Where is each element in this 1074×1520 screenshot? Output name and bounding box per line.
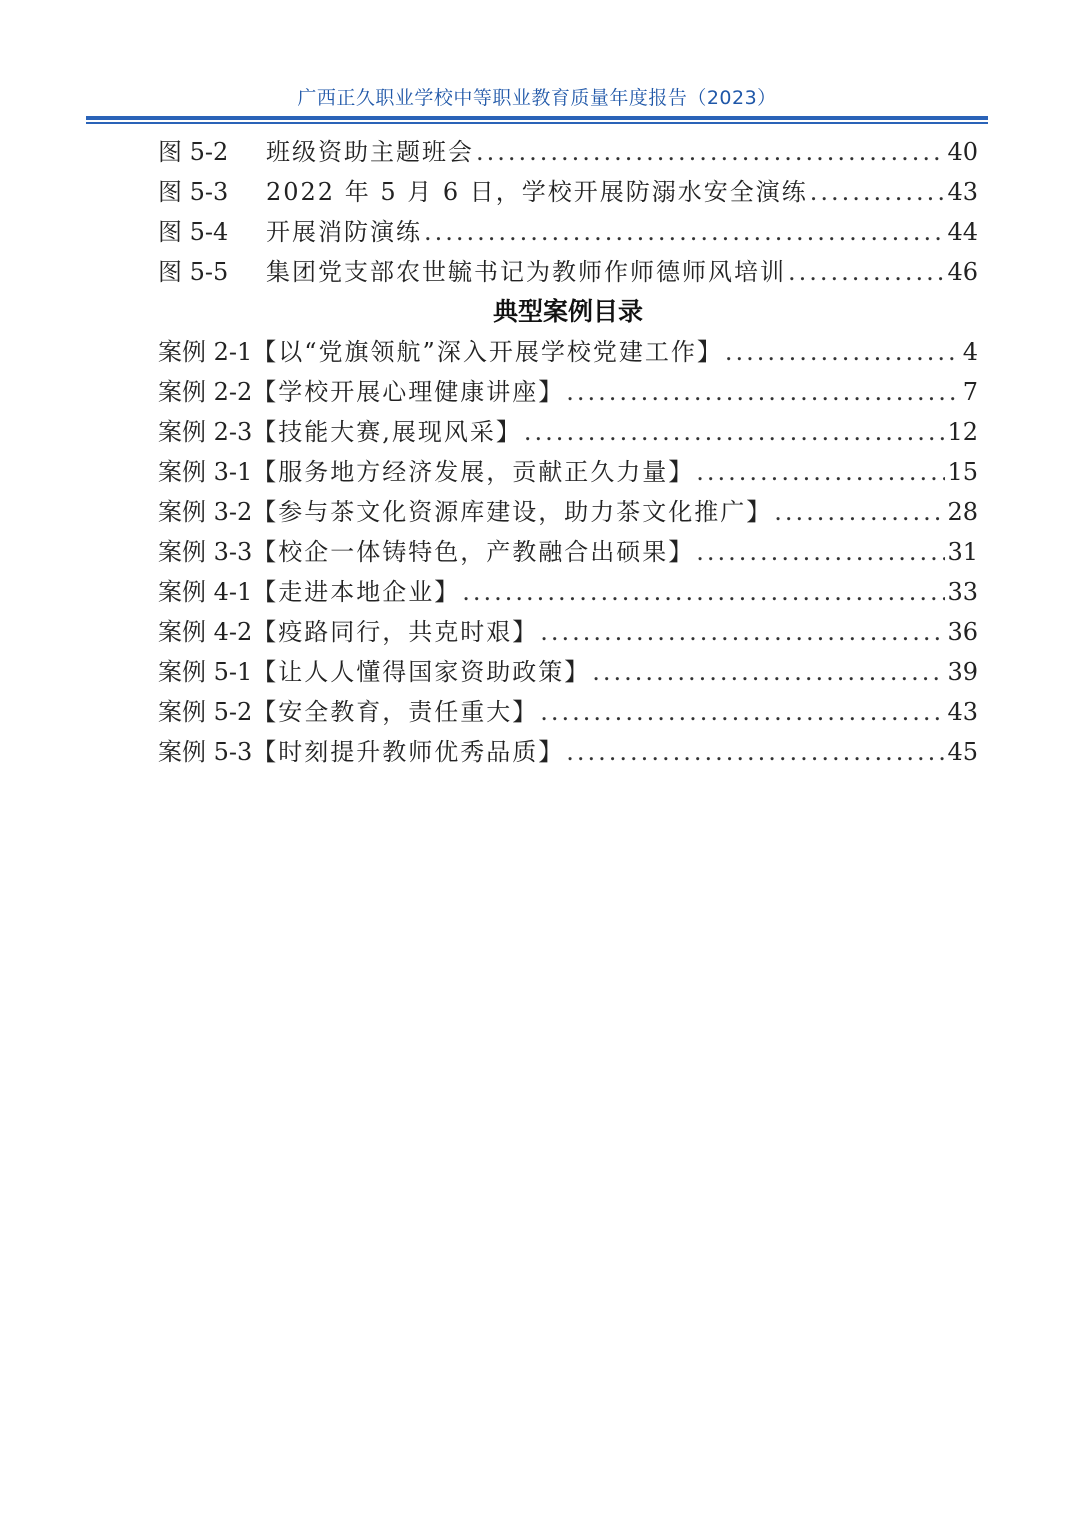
toc-entry-title: 【走进本地企业】 [252,578,461,606]
table-of-contents [158,132,978,772]
toc-entry-case[interactable] [158,652,978,692]
toc-leader-dots [424,212,945,252]
toc-entry-case[interactable] [158,732,978,772]
toc-entry-title: 【学校开展心理健康讲座】 [252,378,565,406]
toc-entry-case[interactable] [158,692,978,732]
header-double-rule [86,116,988,124]
toc-entry-title: 【校企一体铸特色，产教融合出硕果】 [252,538,695,566]
toc-leader-dots [540,612,945,652]
toc-entry-number: 案例 5-1 [158,658,253,686]
toc-leader-dots [696,532,945,572]
toc-entry-number: 案例 5-3 [158,738,253,766]
toc-entry-number: 案例 2-2 [158,378,253,406]
toc-entry-number: 案例 2-1 [158,338,253,366]
toc-entry-title: 【疫路同行，共克时艰】 [252,618,539,646]
toc-entry-title: 开展消防演练 [266,218,422,246]
toc-entry-number: 案例 3-2 [158,498,253,526]
toc-leader-dots [524,412,946,452]
toc-entry-page: 15 [947,458,978,486]
toc-leader-dots [476,132,945,172]
toc-leader-dots [810,172,946,212]
toc-leader-dots [696,452,945,492]
toc-entry-page: 36 [947,618,978,646]
toc-leader-dots [725,332,961,372]
toc-entry-number: 案例 3-1 [158,458,253,486]
toc-leader-dots [540,692,945,732]
toc-entry-figure[interactable] [158,252,978,292]
toc-leader-dots [592,652,945,692]
toc-entry-figure[interactable] [158,132,978,172]
toc-entry-page: 44 [947,218,978,246]
toc-entry-title: 班级资助主题班会 [266,138,474,166]
toc-entry-figure[interactable] [158,172,978,212]
toc-entry-case[interactable] [158,452,978,492]
toc-entry-page: 43 [947,178,978,206]
toc-entry-case[interactable] [158,572,978,612]
toc-entry-title: 【参与茶文化资源库建设，助力茶文化推广】 [252,498,773,526]
toc-entry-figure[interactable] [158,212,978,252]
page-header-title: 广西正久职业学校中等职业教育质量年度报告（2023） [297,87,777,109]
toc-entry-title: 【让人人懂得国家资助政策】 [252,658,591,686]
toc-entry-title: 【以“党旗领航”深入开展学校党建工作】 [252,338,723,366]
toc-entry-title: 【安全教育，责任重大】 [252,698,539,726]
toc-entry-number: 案例 4-2 [158,618,253,646]
toc-entry-case[interactable] [158,532,978,572]
toc-leader-dots [774,492,945,532]
toc-entry-title: 【时刻提升教师优秀品质】 [252,738,565,766]
toc-leader-dots [788,252,945,292]
toc-entry-page: 28 [947,498,978,526]
toc-entry-page: 31 [947,538,978,566]
toc-entry-number: 图 5-4 [158,218,229,246]
toc-entry-title: 【技能大赛,展现风采】 [252,418,522,446]
toc-entry-title: 2022 年 5 月 6 日，学校开展防溺水安全演练 [266,178,808,206]
toc-entry-page: 43 [947,698,978,726]
toc-entry-page: 12 [947,418,978,446]
toc-leader-dots [566,732,945,772]
toc-entry-page: 39 [947,658,978,686]
toc-entry-number: 案例 2-3 [158,418,253,446]
toc-entry-page: 33 [947,578,978,606]
toc-entry-number: 案例 4-1 [158,578,253,606]
toc-entry-number: 图 5-2 [158,138,229,166]
toc-entry-page: 40 [947,138,978,166]
toc-entry-number: 图 5-3 [158,178,229,206]
toc-entry-number: 案例 3-3 [158,538,253,566]
toc-entry-page: 46 [947,258,978,286]
toc-leader-dots [462,572,945,612]
toc-entry-case[interactable] [158,492,978,532]
toc-entry-case[interactable] [158,612,978,652]
cases-section-title: 典型案例目录 [492,297,643,326]
toc-entry-title: 【服务地方经济发展，贡献正久力量】 [252,458,695,486]
toc-entry-case[interactable] [158,332,978,372]
toc-entry-case[interactable] [158,372,978,412]
toc-entry-page: 45 [947,738,978,766]
header-rule-thick [86,116,988,120]
toc-leader-dots [566,372,960,412]
toc-entry-number: 图 5-5 [158,258,229,286]
toc-entry-page: 7 [962,378,978,406]
toc-entry-title: 集团党支部农世毓书记为教师作师德师风培训 [266,258,786,286]
toc-entry-case[interactable] [158,412,978,452]
header-rule-thin [86,122,988,124]
toc-entry-number: 案例 5-2 [158,698,253,726]
toc-entry-page: 4 [962,338,978,366]
